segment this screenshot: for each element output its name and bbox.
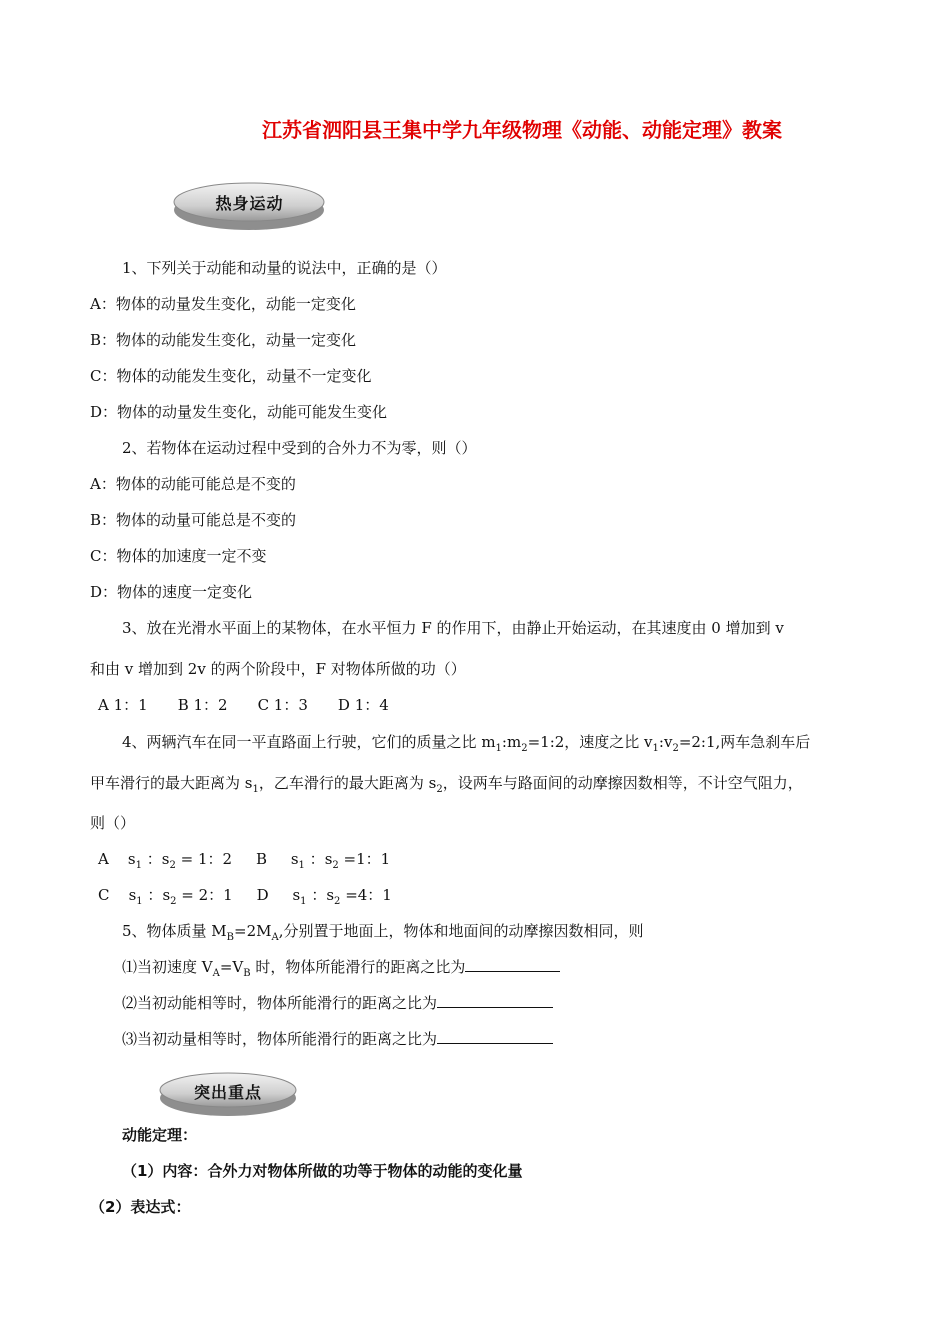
- q5-stem: [122, 920, 644, 943]
- q4-opt-a-label: A: [98, 850, 109, 868]
- q4-s-letter: s: [128, 886, 137, 904]
- q5-p2-text: ⑵当初动能相等时，物体所能滑行的距离之比为: [122, 994, 438, 1012]
- q4-sub: 2: [672, 743, 679, 754]
- q5-sub: B: [243, 968, 251, 979]
- q4-colon: ：: [311, 886, 327, 904]
- q4-s-letter: s: [292, 886, 301, 904]
- q4-opt-d-value: =4：1: [345, 886, 392, 904]
- q4-s-letter: s: [324, 850, 333, 868]
- q4-colon: ：: [147, 886, 163, 904]
- q5-p3-text: ⑶当初动量相等时，物体所能滑行的距离之比为: [122, 1030, 438, 1048]
- q4-sub: 1: [135, 860, 142, 871]
- q5-stem-c: ,分别置于地面上，物体和地面间的动摩擦因数相同，则: [278, 922, 644, 940]
- section-badge-warmup: [172, 180, 327, 234]
- section-label-warmup: 热身运动: [215, 194, 284, 213]
- q4-sub: 1: [495, 743, 502, 754]
- q4-s-letter: s: [290, 850, 299, 868]
- q5-stem-a: 5、物体质量 M: [122, 922, 227, 940]
- q4-sub: 2: [332, 860, 339, 871]
- theorem-expression: （2）表达式：: [90, 1198, 191, 1216]
- q4-opt-a-value: = 1：2: [180, 850, 233, 868]
- answer-blank[interactable]: [465, 957, 560, 972]
- theorem-content: （1）内容：合外力对物体所做的功等于物体的动能的变化量: [122, 1162, 523, 1180]
- q4-line2: [90, 772, 803, 795]
- q5-sub: A: [271, 932, 279, 943]
- q4-text-2b: ，乙车滑行的最大距离为 s: [258, 774, 437, 792]
- q1-option-b: B：物体的动能发生变化，动量一定变化: [90, 331, 357, 349]
- q1-option-a: A：物体的动量发生变化，动能一定变化: [90, 295, 356, 313]
- document-title: 江苏省泗阳县王集中学九年级物理《动能、动能定理》教案: [262, 118, 782, 142]
- q2-option-c: C：物体的加速度一定不变: [90, 547, 267, 565]
- q5-stem-b: =2M: [234, 922, 272, 940]
- q4-sub: 1: [252, 784, 259, 795]
- section-label-keypoints: 突出重点: [193, 1083, 262, 1102]
- q4-opt-c-value: = 2：1: [181, 886, 233, 904]
- answer-blank[interactable]: [437, 1029, 553, 1044]
- q4-text-2a: 甲车滑行的最大距离为 s: [90, 774, 253, 792]
- q5-p1-b: =V: [219, 958, 244, 976]
- q5-sub: B: [226, 932, 235, 943]
- q5-sub: A: [212, 968, 220, 979]
- q4-s-letter: s: [162, 886, 171, 904]
- q3-stem-line2: 和由 v 增加到 2v 的两个阶段中，F 对物体所做的功（）: [90, 660, 466, 678]
- q4-line3: 则（）: [90, 814, 136, 832]
- q2-option-a: A：物体的动能可能总是不变的: [90, 475, 296, 493]
- q1-option-d: D：物体的动量发生变化，动能可能发生变化: [90, 403, 388, 421]
- theorem-heading: 动能定理：: [122, 1126, 198, 1144]
- q4-text-1e: =2:1,两车急刹车后: [678, 733, 811, 751]
- q4-sub: 2: [436, 784, 443, 795]
- q4-opt-d-label: D: [256, 886, 269, 904]
- q3-stem-line1: 3、放在光滑水平面上的某物体，在水平恒力 F 的作用下，由静止开始运动，在其速度由 0 增加到 v: [122, 619, 784, 637]
- section-badge-keypoints: [158, 1070, 298, 1120]
- q4-sub: 1: [136, 896, 143, 907]
- q4-option-row2: [98, 884, 392, 907]
- q4-s-letter: s: [161, 850, 170, 868]
- q4-sub: 1: [652, 743, 659, 754]
- q4-s-letter: s: [326, 886, 335, 904]
- q2-option-b: B：物体的动量可能总是不变的: [90, 511, 297, 529]
- q4-line1: [122, 731, 810, 754]
- q4-text-1b: :m: [501, 733, 522, 751]
- q4-sub: 2: [169, 860, 176, 871]
- q4-text-1c: =1:2，速度之比 v: [527, 733, 653, 751]
- q4-colon: ：: [146, 850, 162, 868]
- q5-p1-c: 时，物体所能滑行的距离之比为: [250, 958, 466, 976]
- q4-text-1d: :v: [658, 733, 673, 751]
- q4-opt-b-label: B: [255, 850, 267, 868]
- q2-option-d: D：物体的速度一定变化: [90, 583, 253, 601]
- q4-s-letter: s: [127, 850, 136, 868]
- q1-stem: 1、下列关于动能和动量的说法中，正确的是（）: [122, 259, 447, 277]
- q4-colon: ：: [309, 850, 325, 868]
- q5-part2: [122, 992, 553, 1013]
- q5-part1: [122, 956, 560, 979]
- q4-text-1a: 4、两辆汽车在同一平直路面上行驶，它们的质量之比 m: [122, 733, 496, 751]
- q4-opt-b-value: =1：1: [343, 850, 391, 868]
- q4-sub: 1: [298, 860, 305, 871]
- q4-sub: 2: [170, 896, 177, 907]
- q5-part3: [122, 1028, 553, 1049]
- q3-options: A 1：1 B 1：2 C 1：3 D 1：4: [98, 696, 389, 714]
- q4-sub: 2: [521, 743, 528, 754]
- q4-sub: 2: [334, 896, 341, 907]
- q2-stem: 2、若物体在运动过程中受到的合外力不为零，则（）: [122, 439, 477, 457]
- q4-opt-c-label: C: [98, 886, 110, 904]
- q5-p1-a: ⑴当初速度 V: [122, 958, 213, 976]
- answer-blank[interactable]: [437, 993, 553, 1008]
- q4-option-row1: [98, 848, 390, 871]
- q4-text-2c: ，设两车与路面间的动摩擦因数相等，不计空气阻力，: [442, 774, 803, 792]
- q4-sub: 1: [300, 896, 307, 907]
- q1-option-c: C：物体的动能发生变化，动量不一定变化: [90, 367, 372, 385]
